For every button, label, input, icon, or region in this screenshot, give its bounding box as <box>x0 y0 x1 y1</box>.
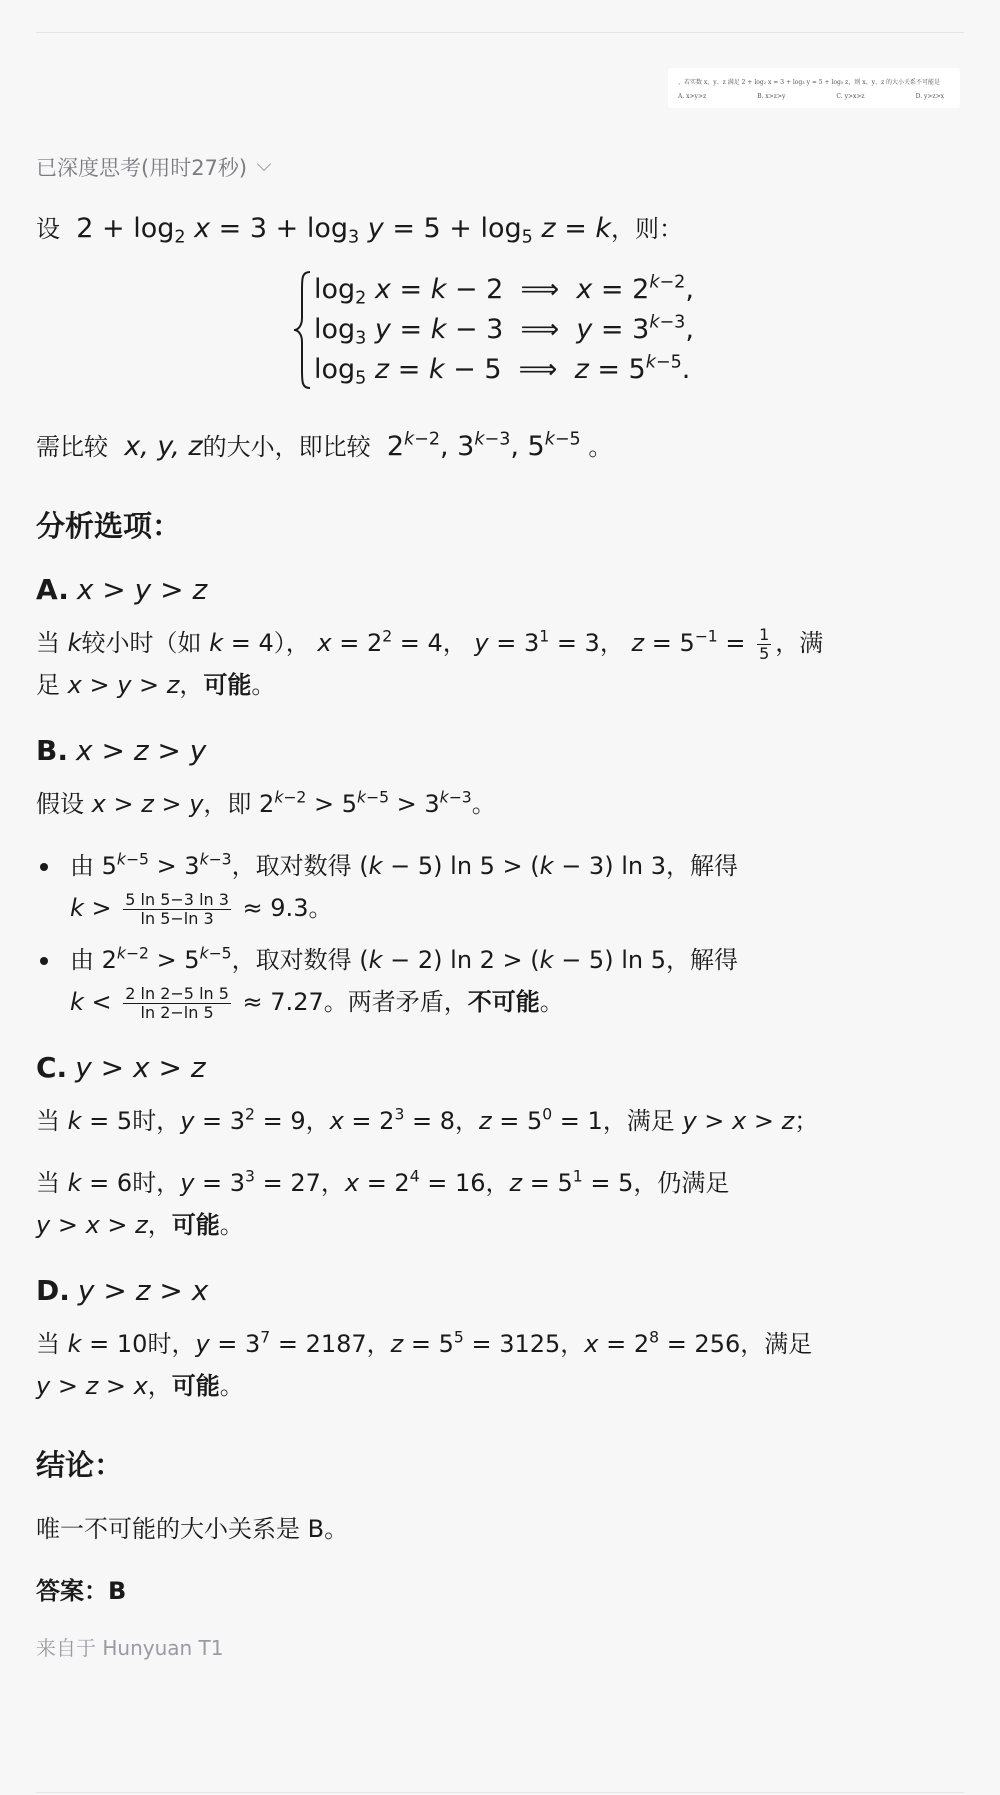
question-thumbnail[interactable] <box>668 68 960 108</box>
thumbnail-option-a: A. x>y>z <box>678 93 707 100</box>
source-label: 来自于 Hunyuan T1 <box>36 1636 224 1660</box>
option-b-assume: 假设 x > z > y，即 $2^{k-2} > 5^{k-5} > 3^{k-3}$。 <box>36 788 496 818</box>
option-c-text-1: 当 k = 5时，$y = 3^2 = 9$，$x = 2^3 = 8$，$z = 5^0 = 1$，满足 y > x > z； <box>36 1105 819 1135</box>
conclusion-text: 唯一不可能的大小关系是 B。 <box>36 1515 349 1543</box>
thumbnail-question: 、若实数 x、y、z 满足 2 + log₂ x = 3 + log₃ y = 5 + log₅ z，则 x、y、z 的大小关系不可能是 <box>678 79 941 86</box>
list-item: 由 $5^{k-5} > 3^{k-3}$，取对数得 (k − 5) ln 5 > (k − 3) ln 3，解得 k > $\frac{5 \ln 5-3 \ln 3}{\ln 5-\ln 3}$ ≈ 9.3。 <box>36 845 966 929</box>
equation-row-2: $\log_3 y = k - 3$ ⟹ $y = 3^{k-3}$, <box>314 312 694 349</box>
option-d-heading: D. y > z > x <box>36 1274 209 1307</box>
bottom-divider <box>36 1792 964 1793</box>
equation-row-1: $\log_2 x = k - 2$ ⟹ $x = 2^{k-2}$, <box>314 272 694 309</box>
option-c-text-2: 当 k = 6时，$y = 3^3 = 27$，$x = 2^4 = 16$，$z = 5^1 = 5$，仍满足 y > x > z，可能。 <box>36 1167 730 1239</box>
compare-line: 需比较 x, y, z的大小，即比较 $2^{k-2}$, $3^{k-3}$, $5^{k-5}$ 。 <box>36 429 613 462</box>
top-divider <box>36 32 964 33</box>
thumbnail-option-b: B. x>z>y <box>757 93 786 100</box>
option-b-heading: B. x > z > y <box>36 734 207 767</box>
option-b-bullets <box>36 845 966 1023</box>
option-a-text: 当 k较小时（如 k = 4）， $x = 2^2 = 4$， $y = 3^1 = 3$， $z = 5^{-1}$ = $\frac{1}{5}$ ，满 足 x > y > z，可能。 <box>36 624 824 699</box>
list-item: 由 $2^{k-2} > 5^{k-5}$，取对数得 (k − 2) ln 2 > (k − 5) ln 5，解得 k < $\frac{2 \ln 2-5 \ln 5}{\ln 2-\ln 5}$ ≈ 7.27。两者矛盾，不可能。 <box>36 939 966 1023</box>
answer-content <box>36 208 966 1661</box>
answer-text: 答案：B <box>36 1577 127 1605</box>
chevron-down-icon <box>257 157 271 171</box>
option-d-text: 当 k = 10时，$y = 3^7 = 2187$，$z = 5^5 = 3125$，$x = 2^8 = 256$，满足 y > z > x，可能。 <box>36 1328 813 1400</box>
conclusion-heading: 结论： <box>36 1448 124 1482</box>
equation-row-3: $\log_5 z = k - 5$ ⟹ $z = 5^{k-5}$. <box>314 352 691 389</box>
thinking-toggle[interactable] <box>36 152 269 182</box>
thumbnail-option-c: C. y>x>z <box>836 93 865 100</box>
intro-line: 设 $2 + \log_2 x = 3 + \log_3 y = 5 + \log_5 z = k$，则： <box>36 213 684 248</box>
option-a-heading: A. x > y > z <box>36 573 208 606</box>
brace-icon <box>292 270 314 390</box>
thumbnail-option-d: D. y>z>x <box>915 93 944 100</box>
option-c-heading: C. y > x > z <box>36 1051 206 1084</box>
analysis-heading: 分析选项： <box>36 509 182 543</box>
thinking-label: 已深度思考(用时27秒) <box>36 156 248 180</box>
equation-system <box>292 270 966 390</box>
